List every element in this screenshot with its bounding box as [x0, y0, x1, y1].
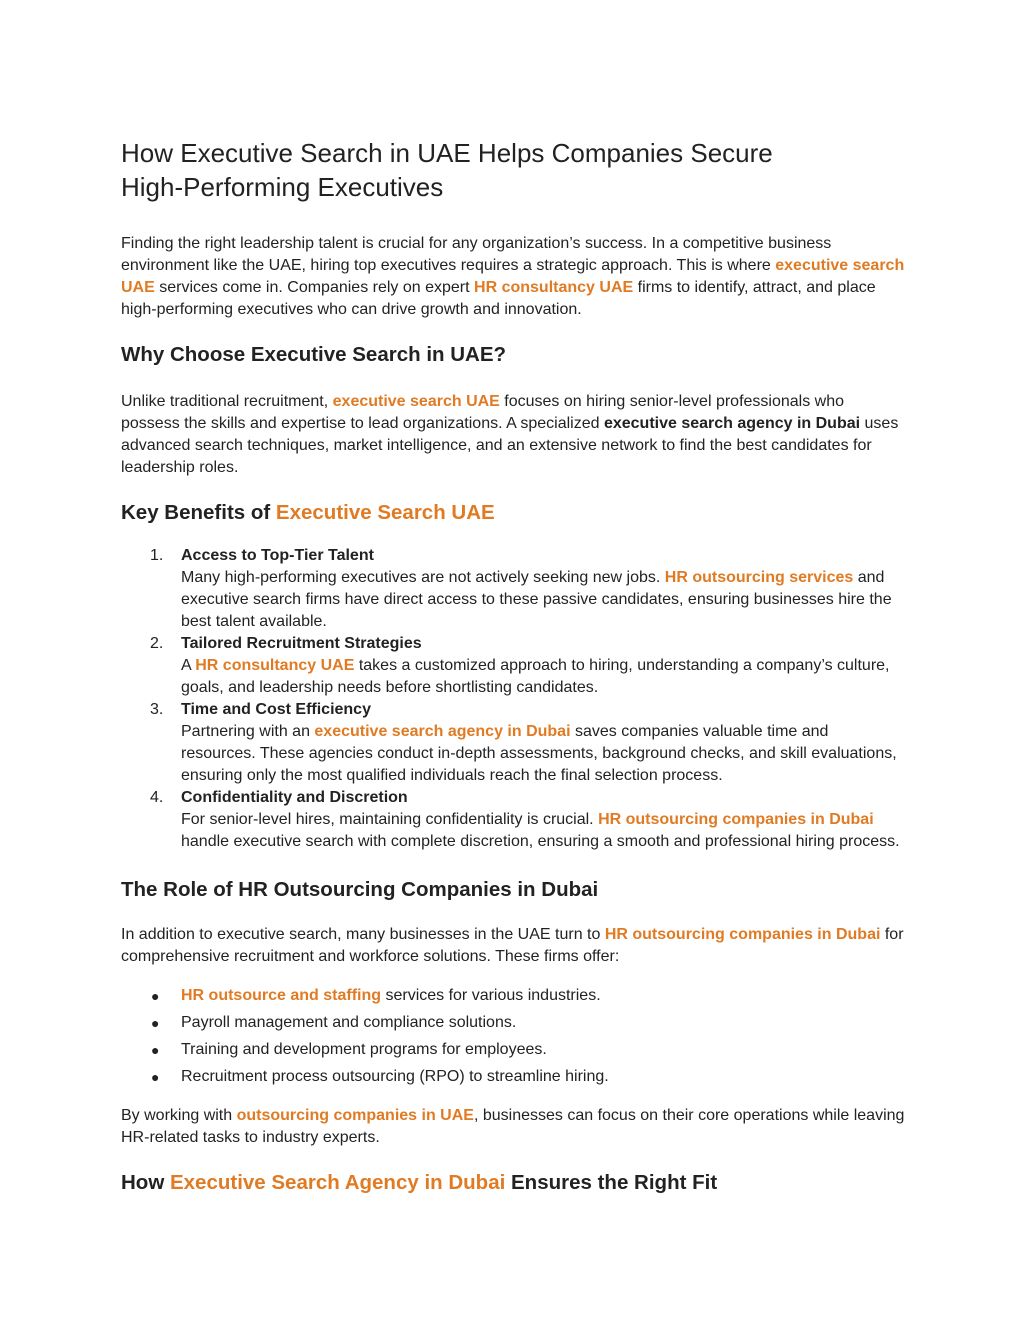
role-text-1: In addition to executive search, many businesses in the UAE turn to — [121, 926, 605, 943]
benefit-text: A — [181, 657, 196, 674]
intro-paragraph — [121, 233, 906, 321]
list-item-text: Payroll management and compliance solutions. — [181, 1014, 517, 1031]
list-item — [121, 985, 906, 1007]
benefit-item — [121, 787, 906, 853]
link-outsourcing-companies-uae[interactable]: outsourcing companies in UAE — [236, 1107, 474, 1124]
link-hr-consultancy-uae[interactable]: HR consultancy UAE — [474, 279, 634, 296]
benefit-title: Time and Cost Efficiency — [181, 701, 371, 718]
benefits-heading-prefix: Key Benefits of — [121, 501, 276, 524]
link-executive-search-agency-dubai-heading[interactable]: Executive Search Agency in Dubai — [169, 1171, 506, 1194]
intro-text-3: firms to identify, attract, and place high-performing executives who can drive growth and innovation. — [121, 279, 876, 318]
why-text-2: focuses on hiring senior-level professionals who possess the skills and expertise to lead organizations. A specialized — [121, 393, 845, 432]
benefit-title: Confidentiality and Discretion — [181, 789, 408, 806]
benefit-number: 1. — [150, 547, 164, 564]
link-hr-outsourcing-companies-dubai-2[interactable]: HR outsourcing companies in Dubai — [604, 926, 881, 943]
fit-heading-prefix: How — [121, 1171, 170, 1194]
why-text-1: Unlike traditional recruitment, — [121, 393, 333, 410]
title-line-1: How Executive Search in UAE Helps Companies Secure — [121, 138, 773, 168]
benefit-text: handle executive search with complete discretion, ensuring a smooth and professional hiring process. — [181, 833, 900, 850]
link-executive-search-agency-dubai[interactable]: executive search agency in Dubai — [314, 723, 571, 740]
role-text-2: for comprehensive recruitment and workforce solutions. These firms offer: — [121, 926, 904, 965]
bullet-icon: ● — [151, 988, 160, 1004]
closing-paragraph — [121, 1105, 906, 1149]
benefit-number: 4. — [150, 789, 164, 806]
page-title — [121, 136, 906, 204]
benefit-text: Many high-performing executives are not actively seeking new jobs. — [181, 569, 665, 586]
link-executive-search-uae-2[interactable]: executive search UAE — [332, 393, 500, 410]
role-paragraph — [121, 924, 906, 968]
list-item — [121, 1066, 906, 1088]
bullet-icon: ● — [151, 1015, 160, 1031]
benefit-text: saves companies valuable time and resources. These agencies conduct in-depth assessments, background checks, and skill evaluations, ensuring only the most qualified individuals reach the final selection process. — [181, 723, 897, 784]
heading-role-hr-outsourcing: The Role of HR Outsourcing Companies in Dubai — [121, 878, 599, 901]
closing-text-1: By working with — [121, 1107, 237, 1124]
link-executive-search-uae-heading[interactable]: Executive Search UAE — [275, 501, 495, 524]
list-item — [121, 1012, 906, 1034]
link-hr-outsourcing-services[interactable]: HR outsourcing services — [664, 569, 854, 586]
benefit-item — [121, 633, 906, 699]
heading-key-benefits — [121, 500, 906, 526]
link-hr-outsource-staffing[interactable]: HR outsource and staffing — [181, 987, 382, 1004]
link-hr-outsourcing-companies-dubai[interactable]: HR outsourcing companies in Dubai — [598, 811, 874, 828]
list-item-text: services for various industries. — [381, 987, 601, 1004]
benefit-title: Tailored Recruitment Strategies — [181, 635, 422, 652]
benefits-list — [121, 545, 906, 853]
title-line-2: High-Performing Executives — [121, 172, 444, 202]
benefit-number: 2. — [150, 635, 164, 652]
offerings-list — [121, 985, 906, 1088]
benefit-title: Access to Top-Tier Talent — [181, 547, 374, 564]
list-item — [121, 1039, 906, 1061]
link-executive-search-uae[interactable]: executive search UAE — [121, 257, 905, 296]
heading-right-fit — [121, 1170, 906, 1196]
intro-text-1: Finding the right leadership talent is crucial for any organization’s success. In a competitive business environment like the UAE, hiring top executives requires a strategic approach. This is where — [121, 235, 832, 274]
why-paragraph — [121, 391, 906, 479]
list-item-text: Recruitment process outsourcing (RPO) to streamline hiring. — [181, 1068, 609, 1085]
link-hr-consultancy-uae-2[interactable]: HR consultancy UAE — [195, 657, 355, 674]
why-bold-agency: executive search agency in Dubai — [603, 415, 861, 432]
closing-text-2: , businesses can focus on their core operations while leaving HR-related tasks to industry experts. — [121, 1107, 905, 1146]
benefit-text: Partnering with an — [181, 723, 315, 740]
why-text-3: uses advanced search techniques, market intelligence, and an extensive network to find the best candidates for leadership roles. — [121, 415, 899, 476]
fit-heading-suffix: Ensures the Right Fit — [505, 1171, 718, 1194]
intro-text-2: services come in. Companies rely on expert — [154, 279, 475, 296]
benefit-text: and executive search firms have direct access to these passive candidates, ensuring businesses hire the best talent available. — [181, 569, 892, 630]
bullet-icon: ● — [151, 1069, 160, 1085]
benefit-number: 3. — [150, 701, 164, 718]
heading-why-choose: Why Choose Executive Search in UAE? — [121, 343, 507, 366]
benefit-item — [121, 545, 906, 633]
benefit-item — [121, 699, 906, 787]
document-page — [121, 136, 906, 1196]
bullet-icon: ● — [151, 1042, 160, 1058]
benefit-text: takes a customized approach to hiring, understanding a company’s culture, goals, and leadership needs before shortlisting candidates. — [181, 657, 890, 696]
list-item-text: Training and development programs for employees. — [181, 1041, 547, 1058]
benefit-text: For senior-level hires, maintaining confidentiality is crucial. — [181, 811, 599, 828]
